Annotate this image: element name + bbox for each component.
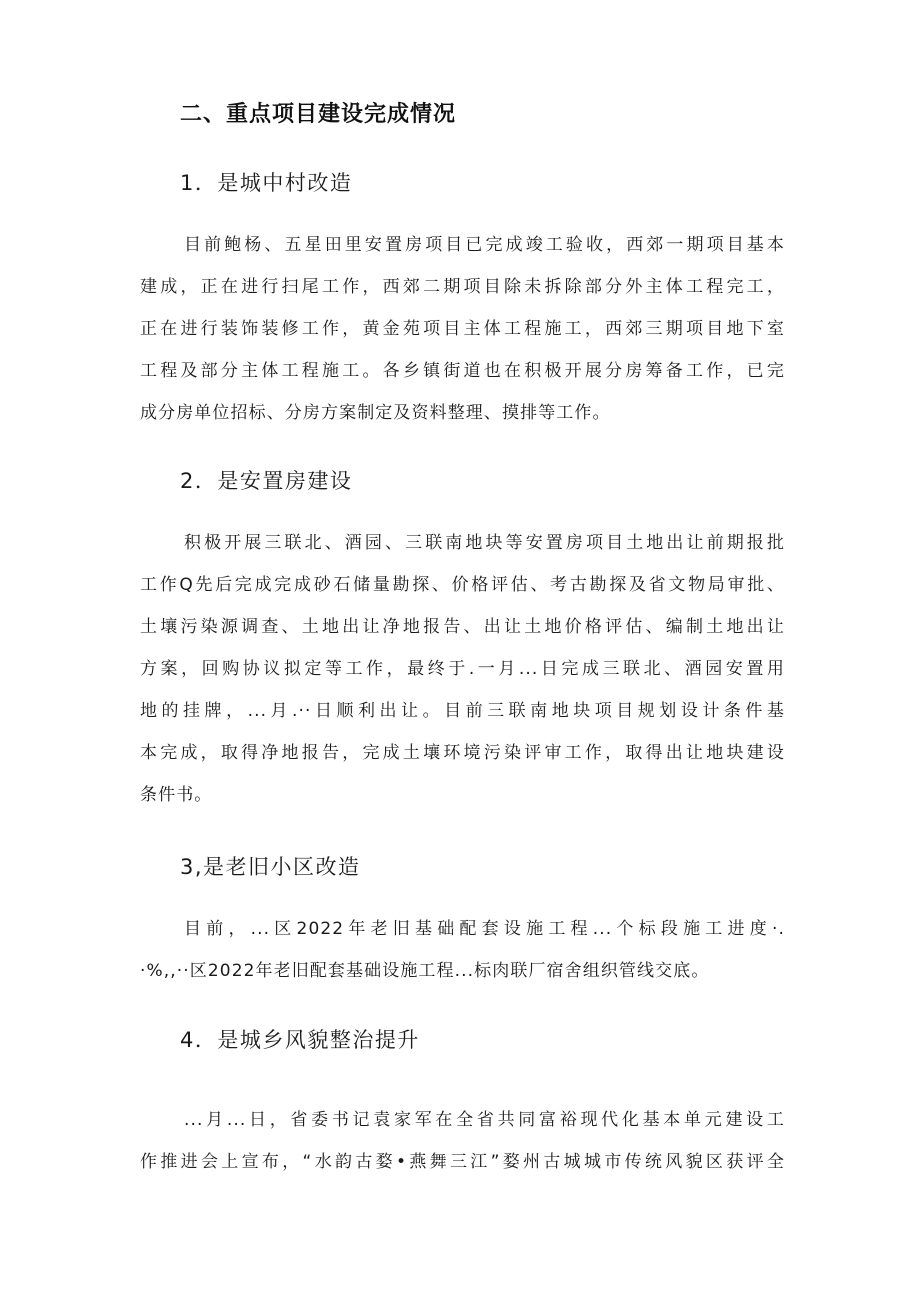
- paragraph-line: ·%,,··区2022年老旧配套基础设施工程...标肉联厂宿舍组织管线交底。: [140, 961, 710, 981]
- paragraph-line: 作推进会上宣布，“水韵古婺•燕舞三江”婺州古城城市传统风貌区获评全: [140, 1152, 785, 1172]
- paragraph-line: 地的挂牌，...月.··日顺利出让。目前三联南地块项目规划设计条件基: [140, 701, 785, 721]
- paragraph-line: 目前，...区2022年老旧基础配套设施工程...个标段施工进度·.: [184, 919, 785, 939]
- paragraph-line: ...月...日，省委书记袁家军在全省共同富裕现代化基本单元建设工: [184, 1110, 785, 1130]
- paragraph-line: 工程及部分主体工程施工。各乡镇街道也在积极开展分房筹备工作，已完: [140, 361, 785, 381]
- section-3-paragraph: [140, 914, 785, 998]
- paragraph-line: 方案，回购协议拟定等工作，最终于.一月...日完成三联北、酒园安置用: [140, 659, 785, 679]
- paragraph-line: 正在进行装饰装修工作，黄金苑项目主体工程施工，西郊三期项目地下室: [140, 319, 785, 339]
- paragraph-line: 积极开展三联北、酒园、三联南地块等安置房项目土地出让前期报批: [184, 533, 785, 553]
- paragraph-line: 本完成，取得净地报告，完成土壤环境污染评审工作，取得出让地块建设: [140, 743, 785, 763]
- section-1-heading: 1．是城中村改造: [180, 171, 353, 195]
- section-2-paragraph: [140, 528, 785, 822]
- section-4-heading: 4．是城乡风貌整治提升: [180, 1028, 420, 1052]
- paragraph-line: 成分房单位招标、分房方案制定及资料整理、摸排等工作。: [140, 403, 611, 423]
- paragraph-line: 工作Q先后完成完成砂石储量勘探、价格评估、考古勘探及省文物局审批、: [140, 575, 785, 595]
- section-3-heading: 3,是老旧小区改造: [180, 855, 361, 879]
- paragraph-line: 目前鲍杨、五星田里安置房项目已完成竣工验收，西郊一期项目基本: [184, 235, 785, 255]
- section-4-paragraph: [140, 1105, 785, 1189]
- paragraph-line: 条件书。: [140, 785, 213, 805]
- section-1-paragraph: [140, 230, 785, 440]
- paragraph-line: 土壤污染源调查、土地出让净地报告、出让土地价格评估、编制土地出让: [140, 617, 785, 637]
- main-heading: 二、重点项目建设完成情况: [180, 102, 457, 127]
- paragraph-line: 建成，正在进行扫尾工作，西郊二期项目除未拆除部分外主体工程完工，: [140, 277, 785, 297]
- section-2-heading: 2．是安置房建设: [180, 469, 353, 493]
